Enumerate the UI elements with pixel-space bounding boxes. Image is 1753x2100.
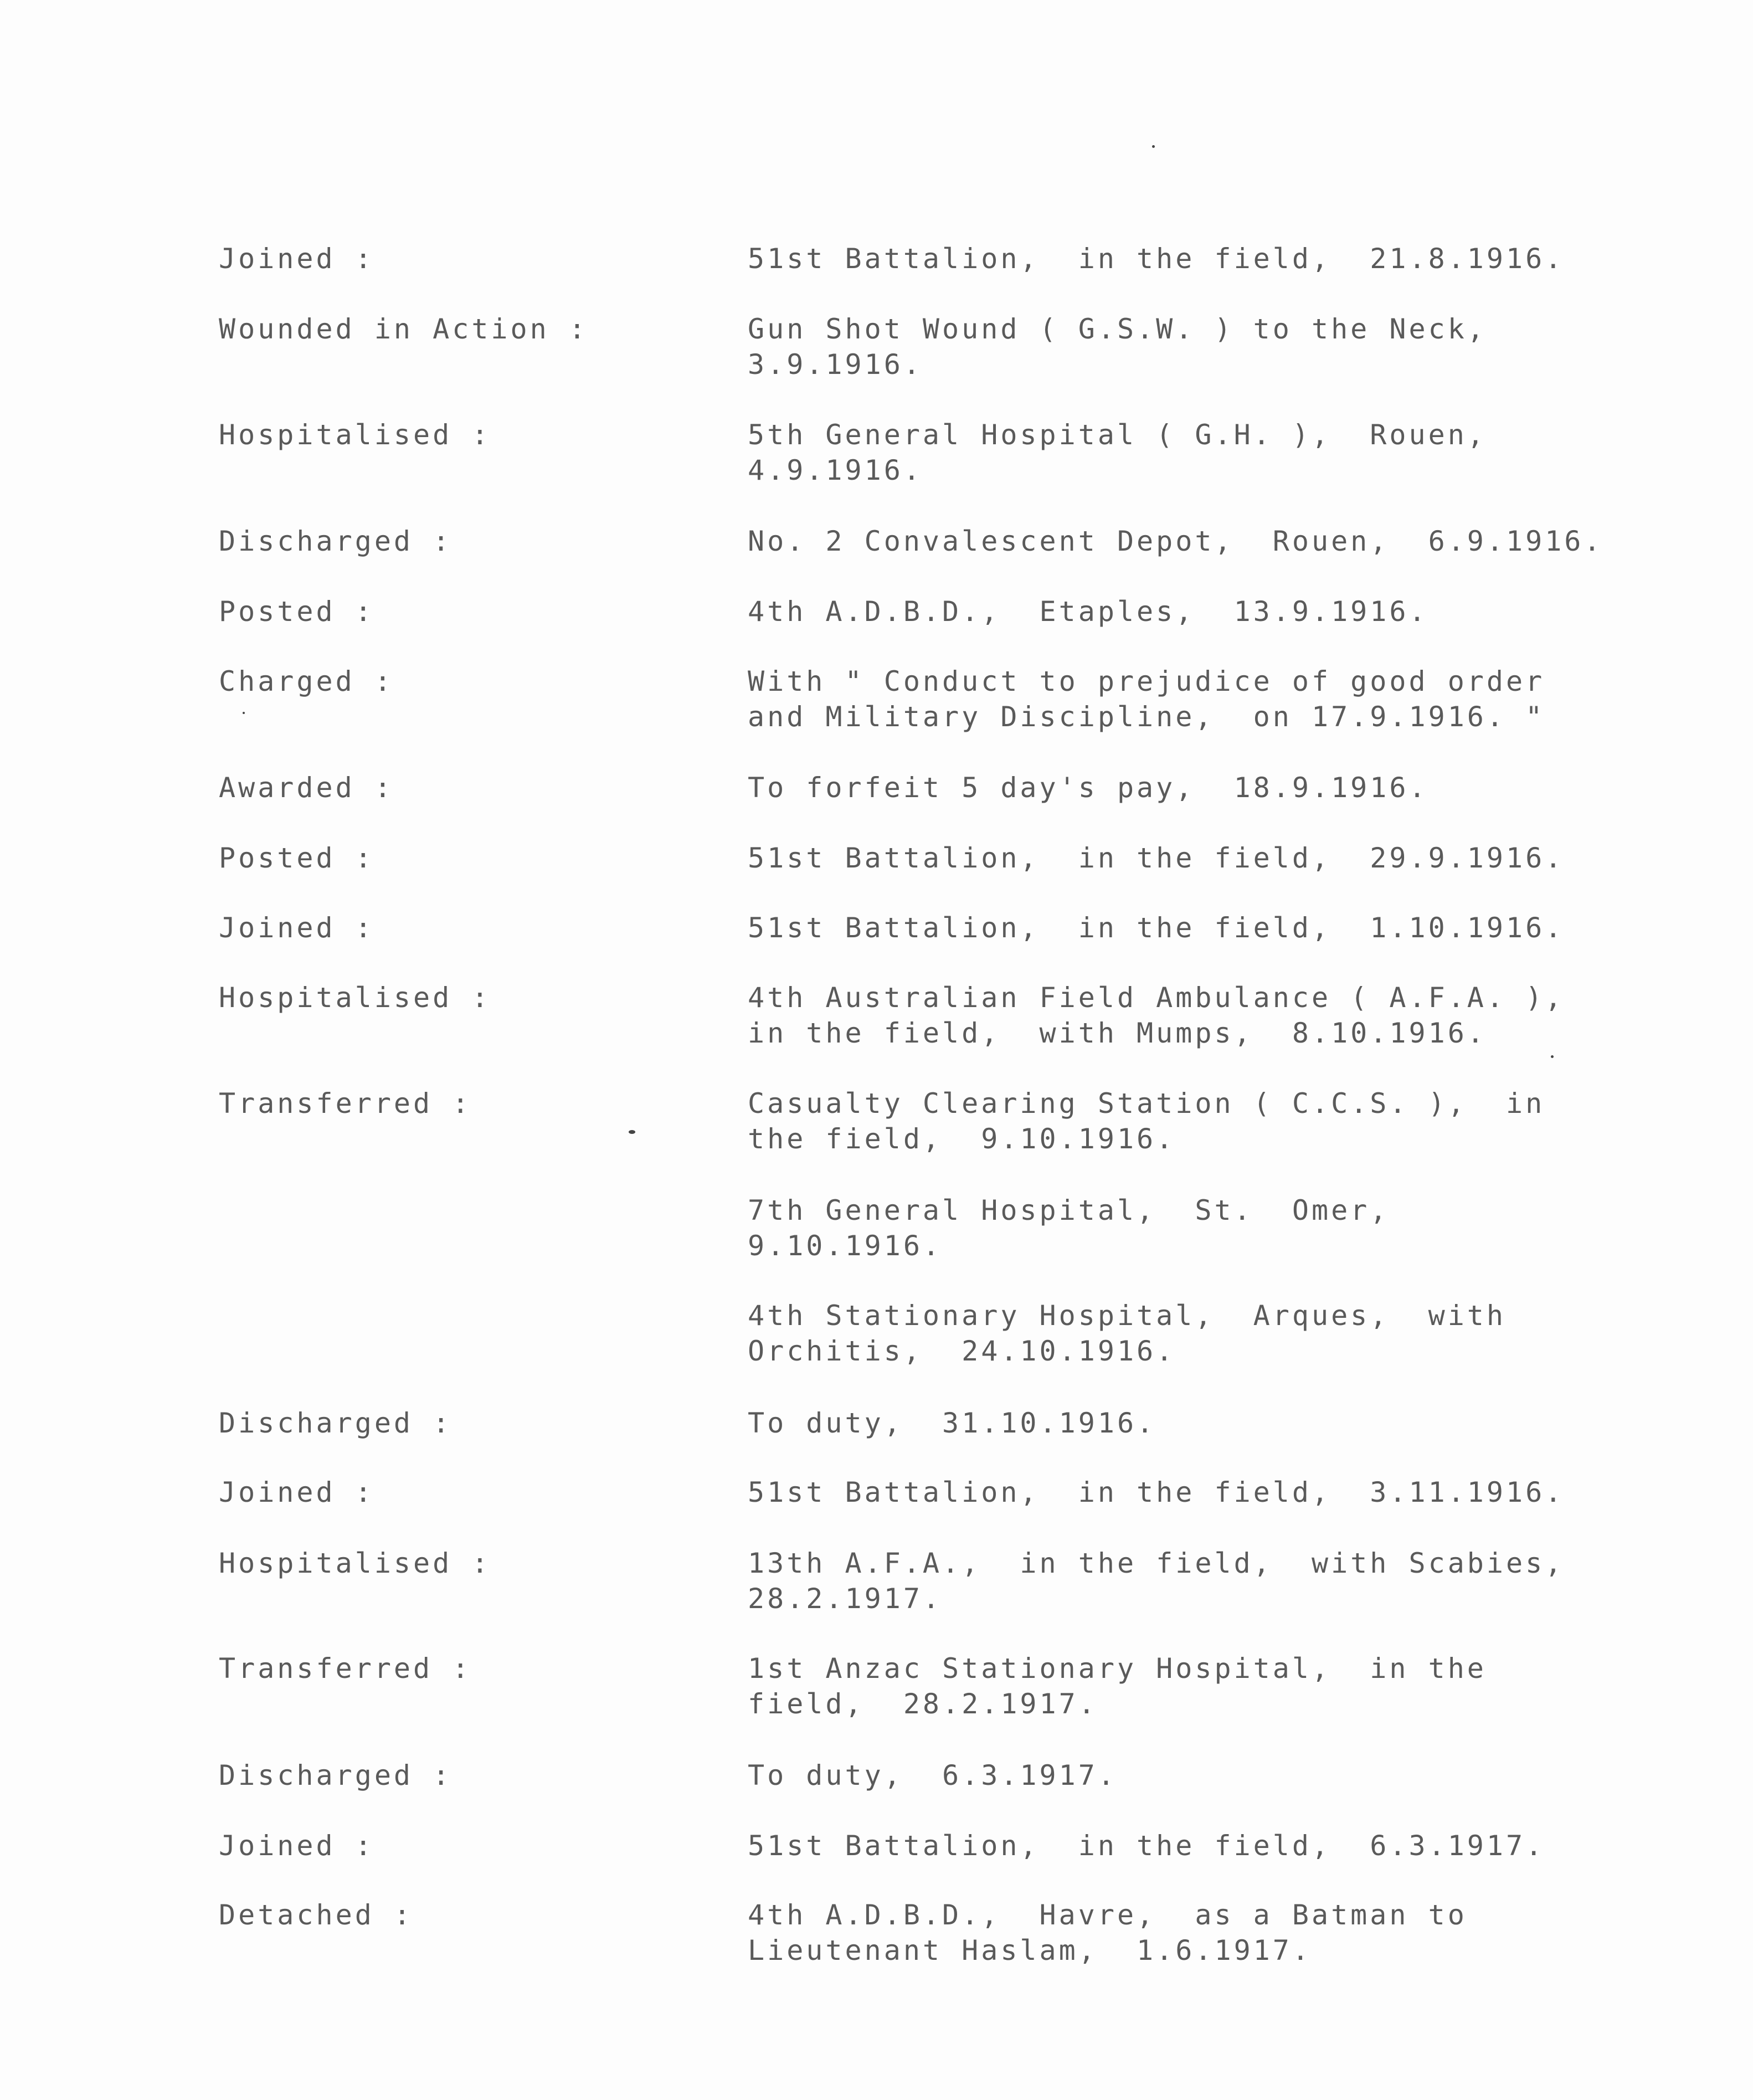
- scan-speck: [243, 712, 245, 714]
- entry-label: Detached :: [219, 1899, 414, 1931]
- entry-value-line: Casualty Clearing Station ( C.C.S. ), in: [748, 1087, 1545, 1120]
- entry-label: Charged :: [219, 665, 394, 697]
- entry-value-line: 9.10.1916.: [748, 1230, 943, 1262]
- entry-value-line: 5th General Hospital ( G.H. ), Rouen,: [748, 419, 1487, 451]
- entry-value-line: the field, 9.10.1916.: [748, 1123, 1176, 1155]
- entry-label: Discharged :: [219, 1407, 453, 1439]
- entry-value-line: 7th General Hospital, St. Omer,: [748, 1194, 1390, 1226]
- entry-value-line: 51st Battalion, in the field, 1.10.1916.: [748, 912, 1565, 944]
- entry-value-line: Lieutenant Haslam, 1.6.1917.: [748, 1934, 1312, 1966]
- entry-value-line: 1st Anzac Stationary Hospital, in the: [748, 1652, 1487, 1685]
- entry-label: Hospitalised :: [219, 419, 491, 451]
- entry-value-line: 51st Battalion, in the field, 21.8.1916.: [748, 243, 1565, 275]
- entry-value-line: To duty, 31.10.1916.: [748, 1407, 1156, 1439]
- entry-value-line: 51st Battalion, in the field, 3.11.1916.: [748, 1476, 1565, 1508]
- entry-label: Posted :: [219, 595, 374, 628]
- entry-value-line: 4th Stationary Hospital, Arques, with: [748, 1300, 1506, 1332]
- entry-value-line: field, 28.2.1917.: [748, 1688, 1098, 1720]
- entry-value-line: With " Conduct to prejudice of good order: [748, 665, 1545, 697]
- entry-label: Posted :: [219, 842, 374, 874]
- entry-value-line: 13th A.F.A., in the field, with Scabies,: [748, 1547, 1565, 1579]
- scan-speck: [629, 1130, 635, 1134]
- entry-value-line: 51st Battalion, in the field, 6.3.1917.: [748, 1830, 1545, 1862]
- entry-label: Wounded in Action :: [219, 313, 588, 345]
- entry-value-line: To duty, 6.3.1917.: [748, 1759, 1117, 1791]
- entry-value-line: No. 2 Convalescent Depot, Rouen, 6.9.1916.: [748, 525, 1603, 557]
- entry-label: Discharged :: [219, 525, 453, 557]
- entry-value-line: 4th A.D.B.D., Havre, as a Batman to: [748, 1899, 1467, 1931]
- entry-label: Transferred :: [219, 1652, 472, 1685]
- entry-label: Awarded :: [219, 772, 394, 804]
- entry-value-line: 3.9.1916.: [748, 348, 923, 381]
- entry-value-line: 4.9.1916.: [748, 454, 923, 486]
- entry-value-line: 51st Battalion, in the field, 29.9.1916.: [748, 842, 1565, 874]
- entry-label: Discharged :: [219, 1759, 453, 1791]
- entry-value-line: Gun Shot Wound ( G.S.W. ) to the Neck,: [748, 313, 1487, 345]
- entry-value-line: 4th A.D.B.D., Etaples, 13.9.1916.: [748, 595, 1428, 628]
- entry-label: Transferred :: [219, 1087, 472, 1120]
- entry-value-line: in the field, with Mumps, 8.10.1916.: [748, 1017, 1487, 1049]
- entry-value-line: and Military Discipline, on 17.9.1916. ": [748, 701, 1545, 733]
- entry-value-line: To forfeit 5 day's pay, 18.9.1916.: [748, 772, 1428, 804]
- entry-value-line: 4th Australian Field Ambulance ( A.F.A. ),: [748, 982, 1565, 1014]
- scan-speck: [1152, 145, 1155, 148]
- entry-label: Joined :: [219, 243, 374, 275]
- entry-label: Hospitalised :: [219, 1547, 491, 1579]
- entry-label: Joined :: [219, 912, 374, 944]
- entry-value-line: 28.2.1917.: [748, 1583, 943, 1615]
- entry-value-line: Orchitis, 24.10.1916.: [748, 1335, 1176, 1367]
- entry-label: Joined :: [219, 1830, 374, 1862]
- entry-label: Hospitalised :: [219, 982, 491, 1014]
- entry-label: Joined :: [219, 1476, 374, 1508]
- scan-speck: [1551, 1055, 1554, 1058]
